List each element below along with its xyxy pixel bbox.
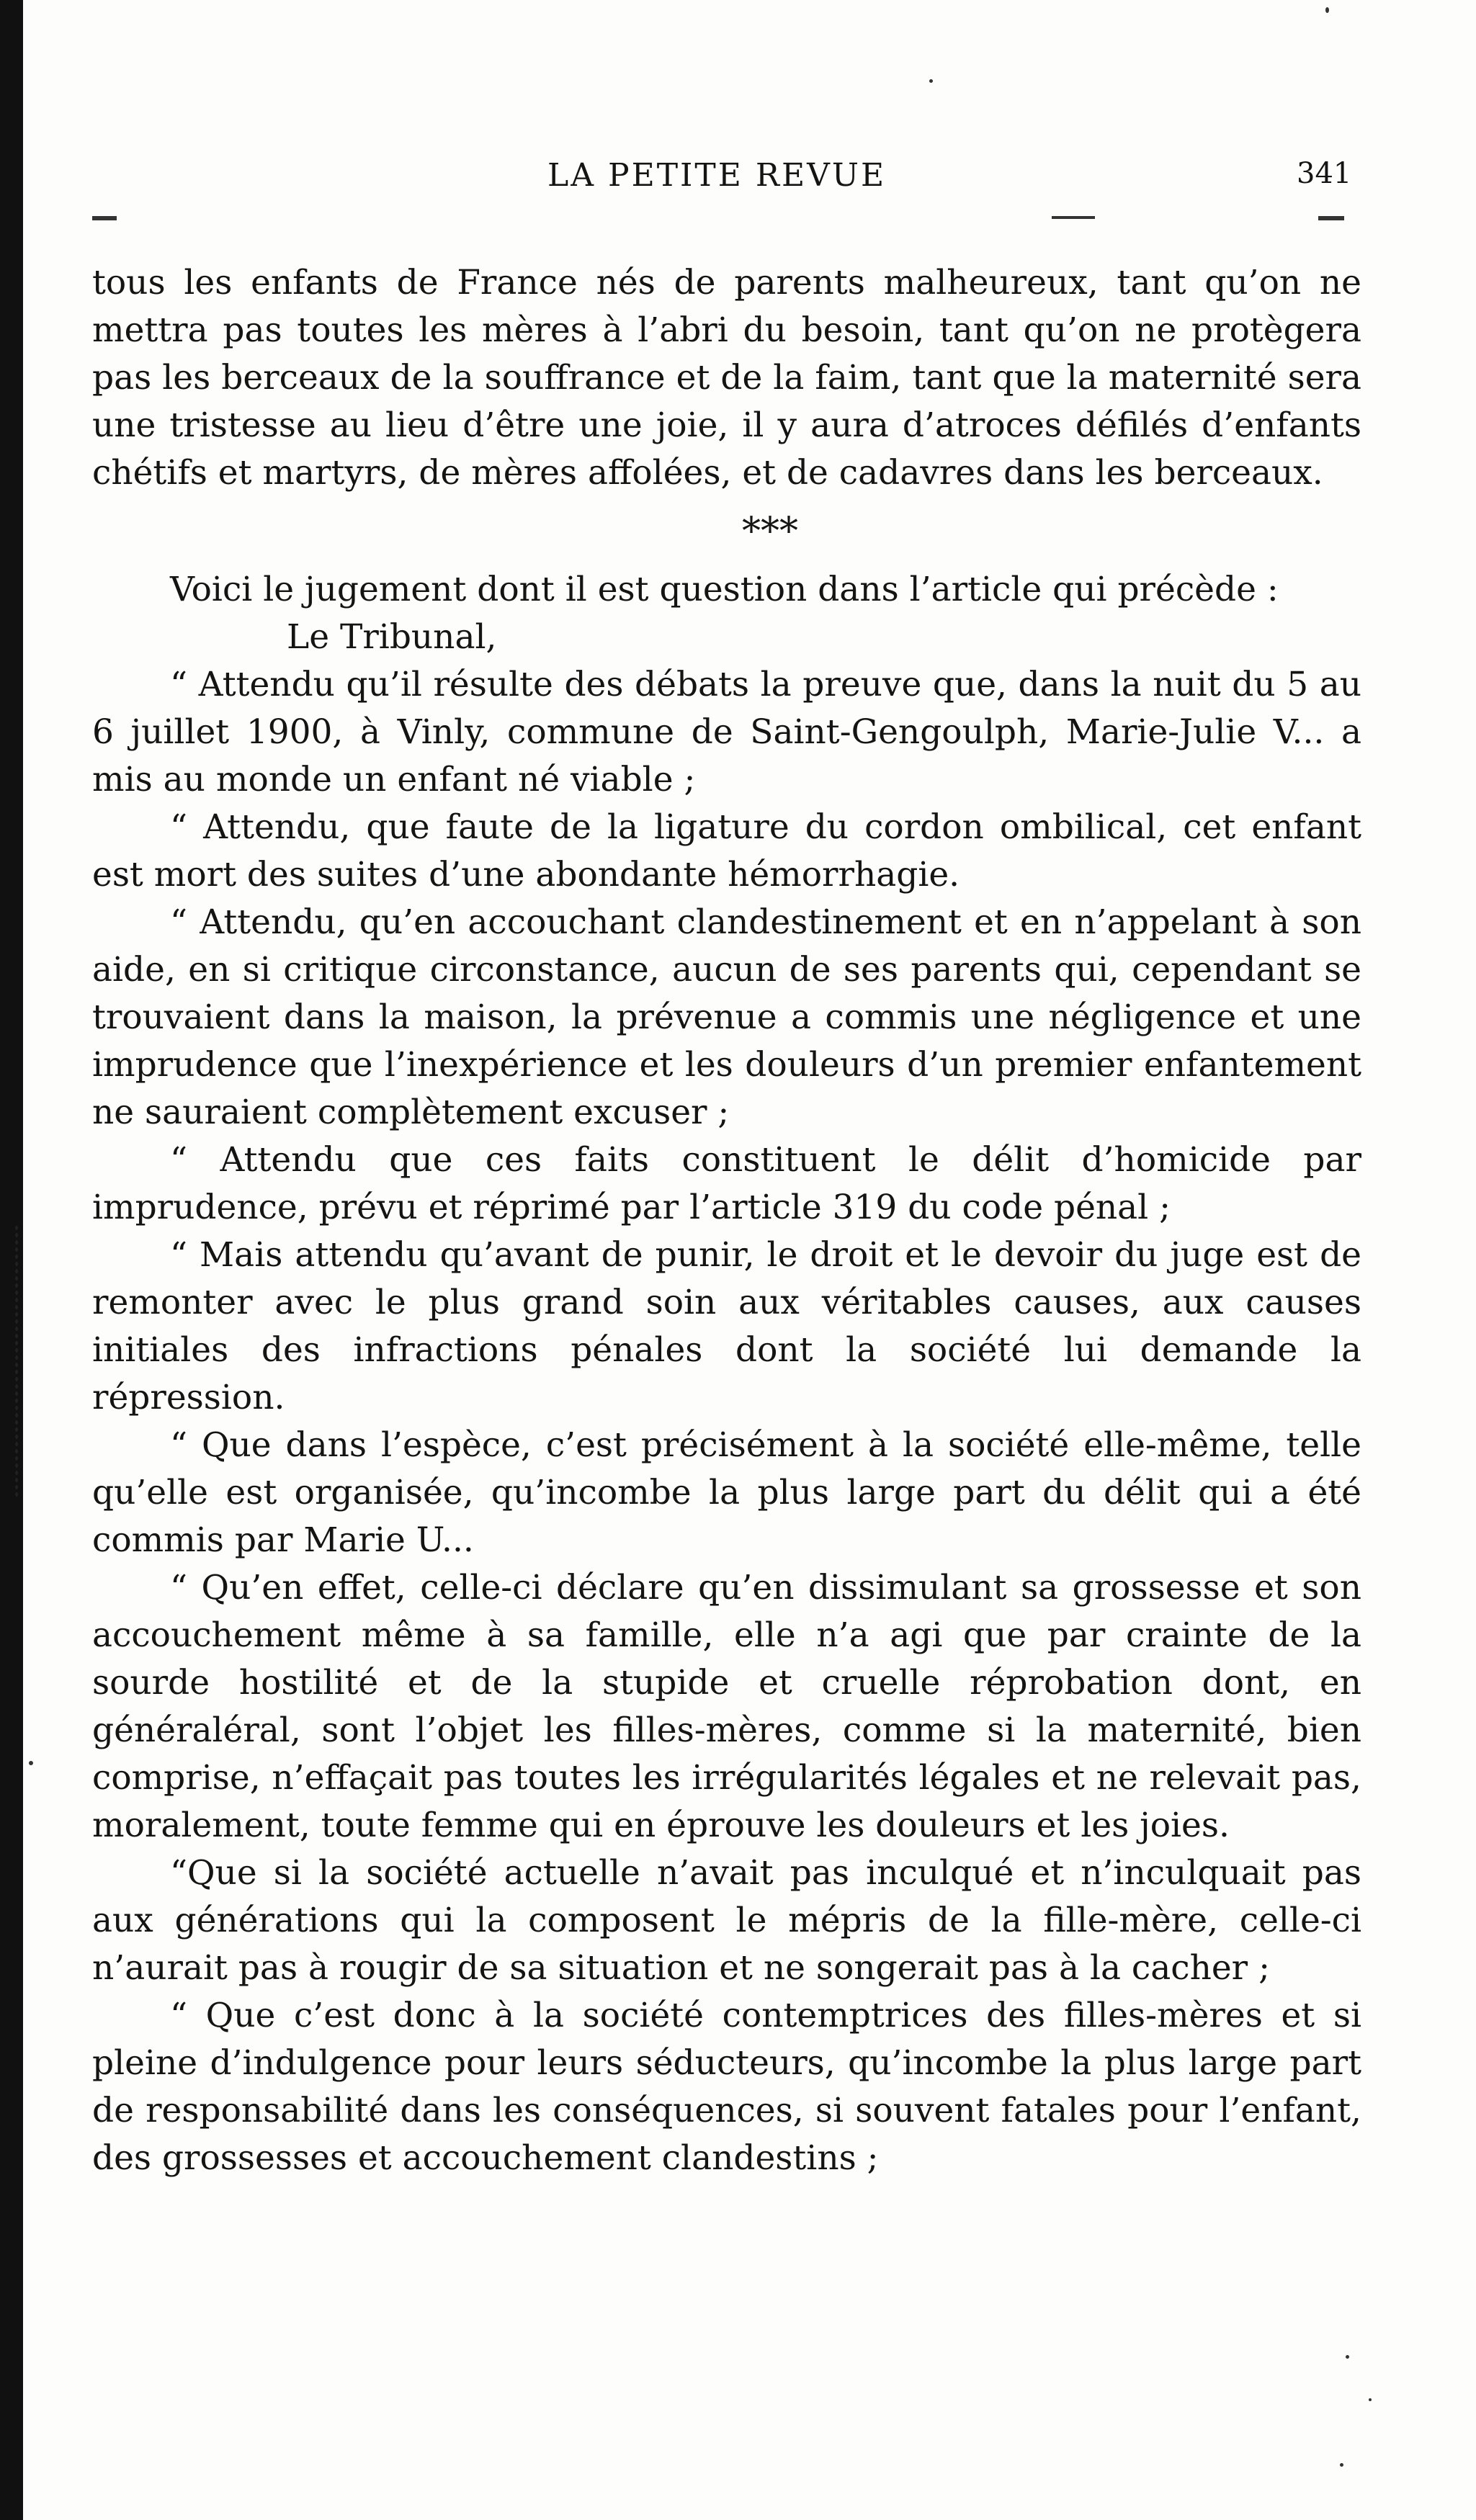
header-rule-mark-right <box>1318 216 1344 220</box>
print-speck <box>929 79 933 83</box>
print-speck <box>1369 2398 1372 2401</box>
page-number: 341 <box>1297 157 1352 190</box>
section-asterism: *** <box>742 510 798 553</box>
paragraph: “ Que c’est donc à la société contemptrices des filles-mères et si pleine d’indulgence pour leurs séducteurs, qu’incombe la plus large part de responsabilité dans les conséquences, si souvent fatales pour l’enfant, des grossesses et accouchement clandestins ; <box>92 1996 1361 2178</box>
header-rule-mark-left <box>92 216 117 220</box>
running-title: LA PETITE REVUE <box>547 157 887 194</box>
header-rule-mark-mid <box>1052 216 1095 219</box>
print-speck <box>29 1761 33 1765</box>
paragraph: “ Attendu que ces faits constituent le délit d’homicide par imprudence, prévu et réprimé par l’article 319 du code pénal ; <box>92 1140 1361 1227</box>
paragraph: “ Attendu, que faute de la ligature du cordon ombilical, cet enfant est mort des suites d’une abondante hémorrhagie. <box>92 807 1361 894</box>
print-speck <box>1325 7 1329 13</box>
paragraph: “ Mais attendu qu’avant de punir, le droit et le devoir du juge est de remonter avec le plus grand soin aux véritables causes, aux causes initiales des infractions pénales dont la société lui demande la répression. <box>92 1235 1361 1417</box>
paragraph: “ Que dans l’espèce, c’est précisément à la société elle-même, telle qu’elle est organisée, qu’incombe la plus large part du délit qui a été commis par Marie U... <box>92 1425 1361 1560</box>
page-dotted-margin <box>14 1224 19 1498</box>
paragraph: “ Attendu qu’il résulte des débats la preuve que, dans la nuit du 5 au 6 juillet 1900, à Vinly, commune de Saint-Gengoulph, Marie-Julie V... a mis au monde un enfant né viable ; <box>92 665 1361 799</box>
paragraph: “ Qu’en effet, celle-ci déclare qu’en dissimulant sa grossesse et son accouchement même à sa famille, elle n’a agi que par crainte de la sourde hostilité et de la stupide et cruelle réprobation dont, en généraléral, sont l’objet les filles-mères, comme si la maternité, bien comprise, n’effaçait pas toutes les irrégularités légales et ne relevait pas, moralement, toute femme qui en éprouve les douleurs et les joies. <box>92 1568 1361 1845</box>
paragraph: “Que si la société actuelle n’avait pas inculqué et n’inculquait pas aux générations qui la composent le mépris de la fille-mère, celle-ci n’aurait pas à rougir de sa situation et ne songerait pas à la cacher ; <box>92 1853 1361 1988</box>
print-speck <box>1346 2355 1349 2359</box>
paragraph: Le Tribunal, <box>287 617 497 657</box>
article-text <box>92 259 1361 2182</box>
page-header <box>0 157 1476 200</box>
paragraph: tous les enfants de France nés de parents malheureux, tant qu’on ne mettra pas toutes les mères à l’abri du besoin, tant qu’on ne protègera pas les berceaux de la souffrance et de la faim, tant que la maternité sera une tristesse au lieu d’être une joie, il y aura d’atroces défilés d’enfants chétifs et martyrs, de mères affolées, et de cadavres dans les berceaux. <box>92 263 1361 493</box>
page-binding-edge <box>0 0 23 2520</box>
paragraph: Voici le jugement dont il est question dans l’article qui précède : <box>170 570 1279 609</box>
paragraph: “ Attendu, qu’en accouchant clandestinement et en n’appelant à son aide, en si critique circonstance, aucun de ses parents qui, cependant se trouvaient dans la maison, la prévenue a commis une négligence et une imprudence que l’inexpérience et les douleurs d’un premier enfantement ne sauraient complètement excuser ; <box>92 902 1361 1132</box>
print-speck <box>1340 2463 1343 2467</box>
